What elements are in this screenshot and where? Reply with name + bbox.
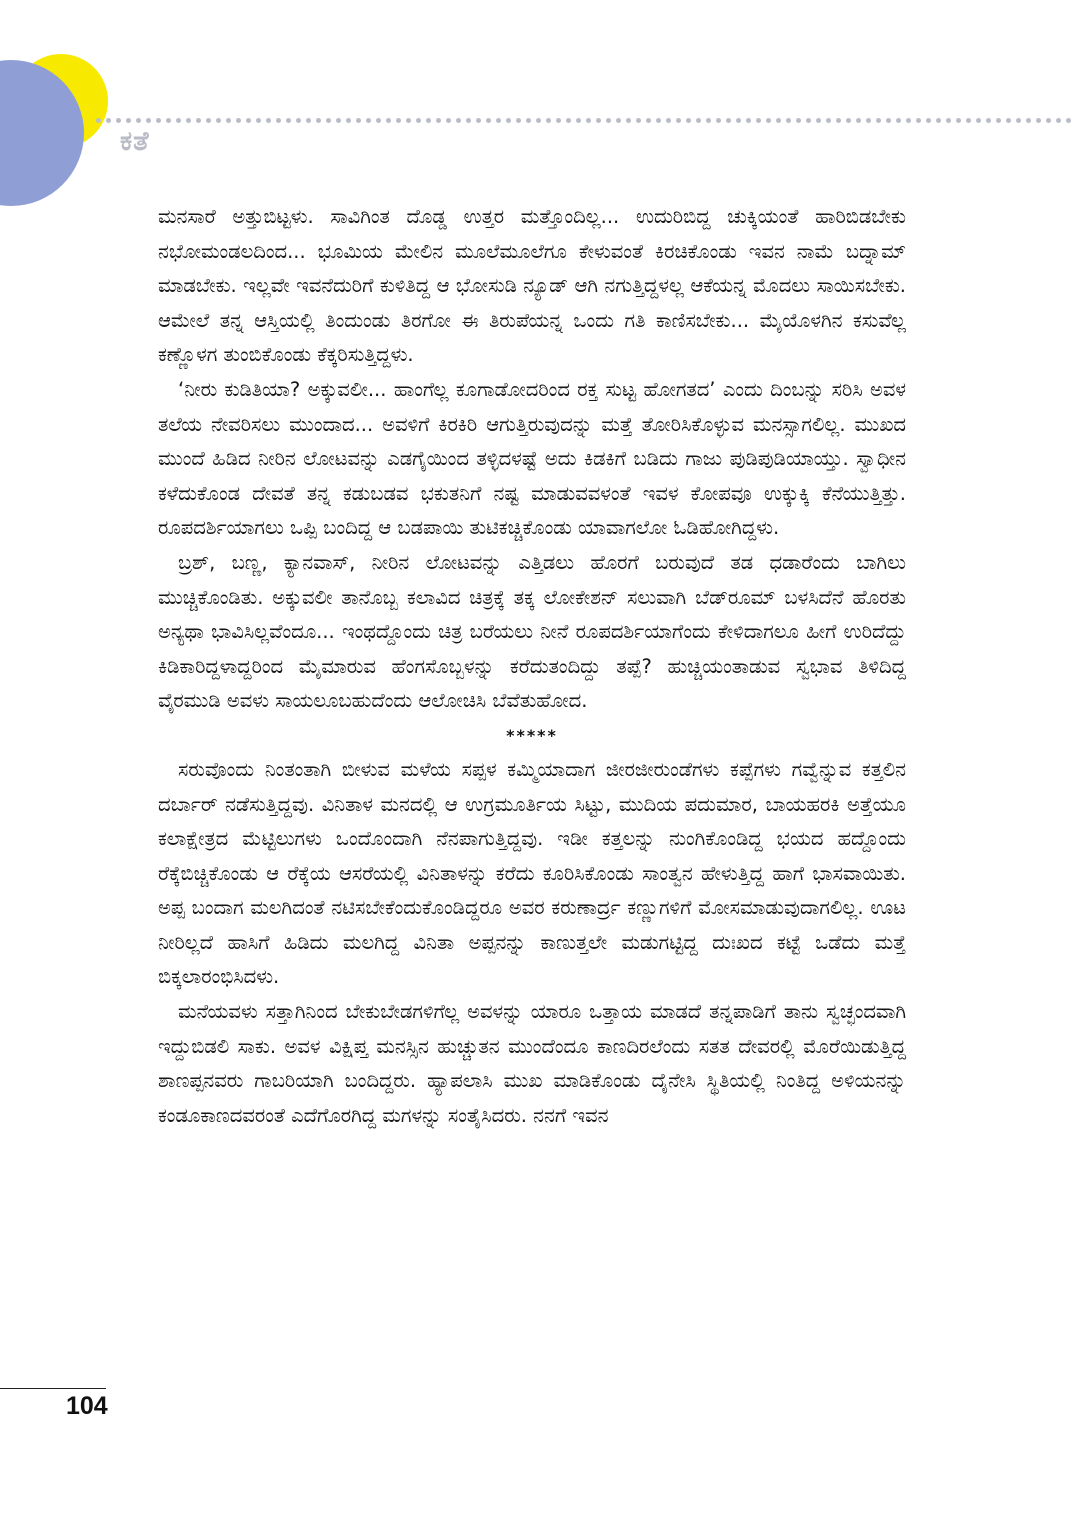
paragraph-4: ಸರುವೊಂದು ನಿಂತಂತಾಗಿ ಬೀಳುವ ಮಳೆಯ ಸಪ್ಪಳ ಕಮ್ಮಿಯಾದಾಗ ಜೀರಜೀರುಂಡೆಗಳು ಕಪ್ಪೆಗಳು ಗವ್ವೆನ್ನುವ ಕತ್ತಲಿನ ದರ್ಬಾರ್ ನಡೆಸುತ್ತಿದ್ದವು. ವಿನಿತಾಳ ಮನದಲ್ಲಿ ಆ ಉಗ್ರಮೂರ್ತಿಯ ಸಿಟ್ಟು, ಮುದಿಯ ಪದುಮಾರ, ಬಾಯಹರಕಿ ಅತ್ತೆಯೂ ಕಲಾಕ್ಷೇತ್ರದ ಮೆಟ್ಟಿಲುಗಳು ಒಂದೊಂದಾಗಿ ನೆನಪಾಗುತ್ತಿದ್ದವು. ಇಡೀ ಕತ್ತಲನ್ನು ನುಂಗಿಕೊಂಡಿದ್ದ ಭಯದ ಹದ್ದೊಂದು ರೆಕ್ಕೆಬಿಚ್ಚಿಕೊಂಡು ಆ ರೆಕ್ಕೆಯ ಆಸರೆಯಲ್ಲಿ ವಿನಿತಾಳನ್ನು ಕರೆದು ಕೂರಿಸಿಕೊಂಡು ಸಾಂತ್ವನ ಹೇಳುತ್ತಿದ್ದ ಹಾಗೆ ಭಾಸವಾಯಿತು. ಅಪ್ಪ ಬಂದಾಗ ಮಲಗಿದಂತೆ ನಟಿಸಬೇಕೆಂದುಕೊಂಡಿದ್ದರೂ ಅವರ ಕರುಣಾರ್ದ್ರ ಕಣ್ಣುಗಳಿಗೆ ಮೋಸಮಾಡುವುದಾಗಲಿಲ್ಲ. ಊಟ ನೀರಿಲ್ಲದೆ ಹಾಸಿಗೆ ಹಿಡಿದು ಮಲಗಿದ್ದ ವಿನಿತಾ ಅಪ್ಪನನ್ನು ಕಾಣುತ್ತಲೇ ಮಡುಗಟ್ಟಿದ್ದ ದುಃಖದ ಕಟ್ಟೆ ಒಡೆದು ಮತ್ತೆ ಬಿಕ್ಕಲಾರಂಭಿಸಿದಳು. [158, 757, 906, 989]
section-divider: ***** [506, 725, 558, 745]
paragraph-2: ‘ನೀರು ಕುಡಿತಿಯಾ? ಅಕ್ಕುವಲೀ... ಹಾಂಗೆಲ್ಲ ಕೂಗಾಡೋದರಿಂದ ರಕ್ತ ಸುಟ್ಟ ಹೋಗತದ’ ಎಂದು ದಿಂಬನ್ನು ಸರಿಸಿ ಅವಳ ತಲೆಯ ನೇವರಿಸಲು ಮುಂದಾದ... ಅವಳಿಗೆ ಕಿರಕಿರಿ ಆಗುತ್ತಿರುವುದನ್ನು ಮತ್ತೆ ತೋರಿಸಿಕೊಳ್ಳುವ ಮನಸ್ಸಾಗಲಿಲ್ಲ. ಮುಖದ ಮುಂದೆ ಹಿಡಿದ ನೀರಿನ ಲೋಟವನ್ನು ಎಡಗೈಯಿಂದ ತಳ್ಳಿದಳಷ್ಟೆ ಅದು ಕಿಡಕಿಗೆ ಬಡಿದು ಗಾಜು ಪುಡಿಪುಡಿಯಾಯ್ತು. ಸ್ವಾಧೀನ ಕಳೆದುಕೊಂಡ ದೇವತೆ ತನ್ನ ಕಡುಬಡವ ಭಕುತನಿಗೆ ನಷ್ಟ ಮಾಡುವವಳಂತೆ ಇವಳ ಕೋಪವೂ ಉಕ್ಕುಕ್ಕಿ ಕೆನೆಯುತ್ತಿತ್ತು. ರೂಪದರ್ಶಿಯಾಗಲು ಒಪ್ಪಿ ಬಂದಿದ್ದ ಆ ಬಡಪಾಯಿ ತುಟಿಕಚ್ಚಿಕೊಂಡು ಯಾವಾಗಲೋ ಓಡಿಹೋಗಿದ್ದಳು. [158, 377, 906, 540]
paragraph-3: ಬ್ರಶ್, ಬಣ್ಣ, ಕ್ಯಾನವಾಸ್, ನೀರಿನ ಲೋಟವನ್ನು ಎತ್ತಿಡಲು ಹೊರಗೆ ಬರುವುದೆ ತಡ ಧಡಾರೆಂದು ಬಾಗಿಲು ಮುಚ್ಚಿಕೊಂಡಿತು. ಅಕ್ಕುವಲೀ ತಾನೊಬ್ಬ ಕಲಾವಿದ ಚಿತ್ರಕ್ಕೆ ತಕ್ಕ ಲೋಕೇಶನ್ ಸಲುವಾಗಿ ಬೆಡ್‌ರೂಮ್ ಬಳಸಿದೆನೆ ಹೊರತು ಅನ್ಯಥಾ ಭಾವಿಸಿಲ್ಲವೆಂದೂ... ಇಂಥದ್ದೊಂದು ಚಿತ್ರ ಬರೆಯಲು ನೀನೆ ರೂಪದರ್ಶಿಯಾಗೆಂದು ಕೇಳಿದಾಗಲೂ ಹೀಗೆ ಉರಿದೆದ್ದು ಕಿಡಿಕಾರಿದ್ದಳಾದ್ದರಿಂದ ಮೈಮಾರುವ ಹೆಂಗಸೊಬ್ಬಳನ್ನು ಕರೆದುತಂದಿದ್ದು ತಪ್ಪೆ? ಹುಚ್ಚಿಯಂತಾಡುವ ಸ್ವಭಾವ ತಿಳಿದಿದ್ದ ವೈರಮುಡಿ ಅವಳು ಸಾಯಲೂಬಹುದೆಂದು ಆಲೋಚಿಸಿ ಬೆವೆತುಹೋದ. [158, 550, 906, 713]
paragraph-5: ಮನೆಯವಳು ಸತ್ತಾಗಿನಿಂದ ಬೇಕುಬೇಡಗಳಿಗೆಲ್ಲ ಅವಳನ್ನು ಯಾರೂ ಒತ್ತಾಯ ಮಾಡದೆ ತನ್ನಪಾಡಿಗೆ ತಾನು ಸ್ವಚ್ಛಂದವಾಗಿ ಇದ್ದುಬಿಡಲಿ ಸಾಕು. ಅವಳ ವಿಕ್ಷಿಪ್ತ ಮನಸ್ಸಿನ ಹುಚ್ಚುತನ ಮುಂದೆಂದೂ ಕಾಣದಿರಲೆಂದು ಸತತ ದೇವರಲ್ಲಿ ಮೊರೆಯಿಡುತ್ತಿದ್ದ ಶಾಣಪ್ಪನವರು ಗಾಬರಿಯಾಗಿ ಬಂದಿದ್ದರು. ಹ್ಯಾಪಲಾಸಿ ಮುಖ ಮಾಡಿಕೊಂಡು ದೈನೇಸಿ ಸ್ಥಿತಿಯಲ್ಲಿ ನಿಂತಿದ್ದ ಅಳಿಯನನ್ನು ಕಂಡೂಕಾಣದವರಂತೆ ಎದೆಗೊರಗಿದ್ದ ಮಗಳನ್ನು ಸಂತೈಸಿದರು. ನನಗೆ ಇವನ [158, 1000, 906, 1127]
section-label: ಕತೆ [120, 126, 150, 157]
page-number: 104 [66, 1392, 108, 1420]
dotted-header-rule [96, 118, 1072, 123]
page-number-rule [0, 1388, 106, 1389]
paragraph-1: ಮನಸಾರೆ ಅತ್ತುಬಿಟ್ಟಳು. ಸಾವಿಗಿಂತ ದೊಡ್ಡ ಉತ್ತರ ಮತ್ತೊಂದಿಲ್ಲ... ಉದುರಿಬಿದ್ದ ಚುಕ್ಕಿಯಂತೆ ಹಾರಿಬಿಡಬೇಕು ನಭೋಮಂಡಲದಿಂದ... ಭೂಮಿಯ ಮೇಲಿನ ಮೂಲೆಮೂಲೆಗೂ ಕೇಳುವಂತೆ ಕಿರಚಿಕೊಂಡು ಇವನ ನಾಮೆ ಬದ್ನಾಮ್ ಮಾಡಬೇಕು. ಇಲ್ಲವೇ ಇವನೆದುರಿಗೆ ಕುಳಿತಿದ್ದ ಆ ಭೋಸುಡಿ ನ್ಯೂಡ್ ಆಗಿ ನಗುತ್ತಿದ್ದಳಲ್ಲ ಆಕೆಯನ್ನ ಮೊದಲು ಸಾಯಿಸಬೇಕು. ಆಮೇಲೆ ತನ್ನ ಆಸ್ತಿಯಲ್ಲಿ ತಿಂದುಂಡು ತಿರಗೋ ಈ ತಿರುಪೆಯನ್ನ ಒಂದು ಗತಿ ಕಾಣಿಸಬೇಕು... ಮೈಯೊಳಗಿನ ಕಸುವೆಲ್ಲ ಕಣ್ಣೊಳಗ ತುಂಬಿಕೊಂಡು ಕೆಕ್ಕರಿಸುತ್ತಿದ್ದಳು. [158, 205, 906, 367]
story-body [158, 200, 906, 1133]
